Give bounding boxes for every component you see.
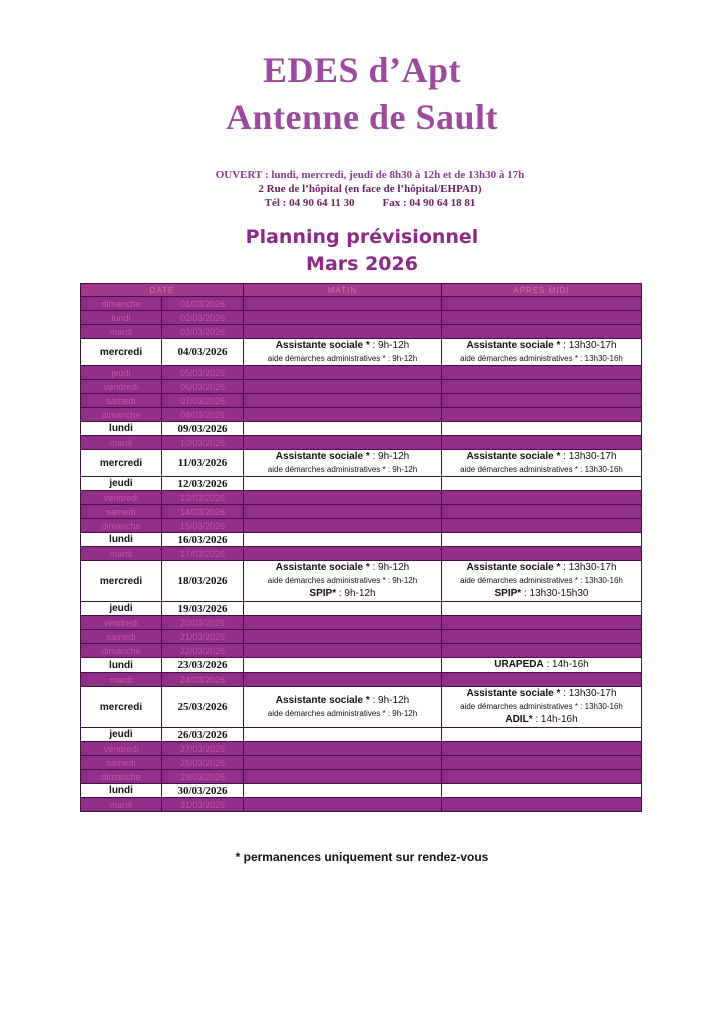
date-cell: 19/03/2026 bbox=[162, 602, 244, 616]
permanence-service: Assistante sociale * bbox=[466, 562, 561, 573]
matin-cell bbox=[244, 561, 442, 602]
matin-cell bbox=[244, 339, 442, 366]
day-cell: vendredi bbox=[81, 742, 162, 756]
permanence-hours: : 9h-12h bbox=[369, 695, 410, 706]
day-cell: mardi bbox=[81, 325, 162, 339]
contact-line bbox=[150, 196, 590, 211]
title-line-2: Antenne de Sault bbox=[225, 97, 499, 137]
matin-cell bbox=[244, 408, 442, 422]
permanence-hours: : 14h-16h bbox=[532, 714, 578, 725]
apres-midi-cell bbox=[442, 450, 642, 477]
schedule-row-open bbox=[81, 602, 642, 616]
apres-midi-cell bbox=[442, 325, 642, 339]
apres-midi-cell bbox=[442, 422, 642, 436]
schedule-row-open bbox=[81, 450, 642, 477]
date-cell: 23/03/2026 bbox=[162, 658, 244, 673]
matin-cell bbox=[244, 380, 442, 394]
date-cell: 27/03/2026 bbox=[162, 742, 244, 756]
permanence-entry bbox=[244, 353, 441, 365]
apres-midi-cell bbox=[442, 297, 642, 311]
matin-cell bbox=[244, 366, 442, 380]
day-cell: dimanche bbox=[81, 770, 162, 784]
permanence-hours: : 13h30-15h30 bbox=[521, 588, 589, 599]
apres-midi-cell bbox=[442, 742, 642, 756]
permanence-service: Assistante sociale * bbox=[466, 340, 561, 351]
permanence-entry bbox=[244, 464, 441, 476]
matin-cell bbox=[244, 519, 442, 533]
matin-cell bbox=[244, 477, 442, 491]
date-cell: 09/03/2026 bbox=[162, 422, 244, 436]
schedule-row-open bbox=[81, 658, 642, 673]
schedule-header-row bbox=[81, 284, 642, 297]
day-cell: samedi bbox=[81, 756, 162, 770]
telephone: Tél : 04 90 64 11 30 bbox=[264, 197, 355, 209]
apres-midi-cell bbox=[442, 491, 642, 505]
matin-cell bbox=[244, 756, 442, 770]
matin-cell bbox=[244, 728, 442, 742]
address: 2 Rue de l’hôpital (en face de l’hôpital/EHPAD) bbox=[258, 183, 482, 195]
apres-midi-cell bbox=[442, 798, 642, 812]
permanence-service: SPIP* bbox=[309, 588, 337, 599]
day-cell: lundi bbox=[81, 311, 162, 325]
date-cell: 16/03/2026 bbox=[162, 533, 244, 547]
permanence-entry bbox=[442, 575, 641, 587]
date-cell: 20/03/2026 bbox=[162, 616, 244, 630]
permanence-hours: : 9h-12h bbox=[385, 576, 418, 585]
permanence-entry bbox=[442, 561, 641, 575]
date-cell: 07/03/2026 bbox=[162, 394, 244, 408]
permanence-hours: : 13h30-17h bbox=[560, 562, 617, 573]
day-cell: mercredi bbox=[81, 561, 162, 602]
day-cell: jeudi bbox=[81, 366, 162, 380]
day-cell: vendredi bbox=[81, 380, 162, 394]
schedule-row-closed bbox=[81, 673, 642, 687]
matin-cell bbox=[244, 770, 442, 784]
apres-midi-cell bbox=[442, 436, 642, 450]
permanence-entry bbox=[442, 701, 641, 713]
apres-midi-cell bbox=[442, 728, 642, 742]
date-cell: 30/03/2026 bbox=[162, 784, 244, 798]
permanence-service: aide démarches administratives * bbox=[460, 354, 578, 363]
permanence-hours: : 13h30-16h bbox=[577, 702, 623, 711]
permanence-hours: : 9h-12h bbox=[369, 340, 410, 351]
day-cell: mardi bbox=[81, 547, 162, 561]
day-cell: samedi bbox=[81, 394, 162, 408]
day-cell: vendredi bbox=[81, 616, 162, 630]
permanence-hours: : 9h-12h bbox=[336, 588, 376, 599]
matin-cell bbox=[244, 630, 442, 644]
date-cell: 28/03/2026 bbox=[162, 756, 244, 770]
date-cell: 21/03/2026 bbox=[162, 630, 244, 644]
matin-cell bbox=[244, 784, 442, 798]
apres-midi-cell bbox=[442, 477, 642, 491]
matin-cell bbox=[244, 505, 442, 519]
day-cell: jeudi bbox=[81, 728, 162, 742]
date-cell: 18/03/2026 bbox=[162, 561, 244, 602]
date-cell: 06/03/2026 bbox=[162, 380, 244, 394]
permanence-hours: : 13h30-17h bbox=[560, 340, 617, 351]
day-cell: samedi bbox=[81, 630, 162, 644]
schedule-row-closed bbox=[81, 380, 642, 394]
permanence-service: Assistante sociale * bbox=[275, 451, 370, 462]
schedule-table bbox=[80, 283, 642, 812]
schedule-row-closed bbox=[81, 644, 642, 658]
day-cell: jeudi bbox=[81, 602, 162, 616]
date-cell: 08/03/2026 bbox=[162, 408, 244, 422]
schedule-row-closed bbox=[81, 394, 642, 408]
apres-midi-cell bbox=[442, 770, 642, 784]
permanence-entry bbox=[442, 687, 641, 701]
permanence-service: aide démarches administratives * bbox=[460, 576, 578, 585]
apres-midi-cell bbox=[442, 311, 642, 325]
matin-cell bbox=[244, 658, 442, 673]
title-line-1: EDES d’Apt bbox=[262, 50, 462, 90]
day-cell: samedi bbox=[81, 505, 162, 519]
date-cell: 01/03/2026 bbox=[162, 297, 244, 311]
date-cell: 22/03/2026 bbox=[162, 644, 244, 658]
day-cell: mercredi bbox=[81, 687, 162, 728]
matin-cell bbox=[244, 491, 442, 505]
permanence-entry bbox=[442, 713, 641, 727]
permanence-service: Assistante sociale * bbox=[275, 340, 370, 351]
permanence-service: aide démarches administratives * bbox=[267, 354, 386, 363]
date-cell: 12/03/2026 bbox=[162, 477, 244, 491]
permanence-hours: : 13h30-16h bbox=[577, 576, 623, 585]
permanence-service: URAPEDA bbox=[494, 659, 544, 670]
header-matin: MATIN bbox=[244, 284, 442, 297]
permanence-hours: : 9h-12h bbox=[385, 465, 418, 474]
day-cell: dimanche bbox=[81, 297, 162, 311]
permanence-service: aide démarches administratives * bbox=[267, 465, 386, 474]
schedule-row-closed bbox=[81, 798, 642, 812]
schedule-row-closed bbox=[81, 491, 642, 505]
date-cell: 15/03/2026 bbox=[162, 519, 244, 533]
date-cell: 04/03/2026 bbox=[162, 339, 244, 366]
matin-cell bbox=[244, 533, 442, 547]
matin-cell bbox=[244, 616, 442, 630]
permanence-entry bbox=[442, 353, 641, 365]
schedule-row-closed bbox=[81, 519, 642, 533]
permanence-service: ADIL* bbox=[505, 714, 533, 725]
day-cell: mardi bbox=[81, 673, 162, 687]
header-date: DATE bbox=[81, 284, 244, 297]
date-cell: 17/03/2026 bbox=[162, 547, 244, 561]
schedule-row-closed bbox=[81, 311, 642, 325]
permanence-hours: : 9h-12h bbox=[369, 451, 410, 462]
schedule-row-closed bbox=[81, 366, 642, 380]
matin-cell bbox=[244, 673, 442, 687]
planning-title: Planning prévisionnel bbox=[245, 226, 479, 248]
permanence-service: aide démarches administratives * bbox=[267, 709, 386, 718]
permanence-service: Assistante sociale * bbox=[466, 688, 561, 699]
date-cell: 29/03/2026 bbox=[162, 770, 244, 784]
permanence-entry bbox=[442, 339, 641, 353]
matin-cell bbox=[244, 325, 442, 339]
matin-cell bbox=[244, 547, 442, 561]
permanence-entry bbox=[442, 587, 641, 601]
day-cell: lundi bbox=[81, 658, 162, 673]
schedule-row-closed bbox=[81, 630, 642, 644]
permanence-service: aide démarches administratives * bbox=[460, 702, 578, 711]
schedule-row-open bbox=[81, 561, 642, 602]
apres-midi-cell bbox=[442, 519, 642, 533]
date-cell: 14/03/2026 bbox=[162, 505, 244, 519]
schedule-row-open bbox=[81, 477, 642, 491]
fax: Fax : 04 90 64 18 81 bbox=[382, 197, 476, 209]
date-cell: 26/03/2026 bbox=[162, 728, 244, 742]
schedule-row-closed bbox=[81, 325, 642, 339]
permanence-entry bbox=[244, 339, 441, 353]
schedule-row-closed bbox=[81, 436, 642, 450]
permanence-hours: : 9h-12h bbox=[385, 709, 418, 718]
matin-cell bbox=[244, 602, 442, 616]
matin-cell bbox=[244, 798, 442, 812]
permanence-service: Assistante sociale * bbox=[466, 451, 561, 462]
apres-midi-cell bbox=[442, 408, 642, 422]
permanence-hours: : 13h30-17h bbox=[560, 688, 617, 699]
apres-midi-cell bbox=[442, 561, 642, 602]
apres-midi-cell bbox=[442, 644, 642, 658]
permanence-entry bbox=[244, 450, 441, 464]
schedule-row-closed bbox=[81, 616, 642, 630]
permanence-service: Assistante sociale * bbox=[275, 695, 370, 706]
date-cell: 24/03/2026 bbox=[162, 673, 244, 687]
date-cell: 03/03/2026 bbox=[162, 325, 244, 339]
date-cell: 13/03/2026 bbox=[162, 491, 244, 505]
matin-cell bbox=[244, 436, 442, 450]
permanence-entry bbox=[244, 708, 441, 720]
matin-cell bbox=[244, 644, 442, 658]
day-cell: mardi bbox=[81, 436, 162, 450]
permanence-hours: : 9h-12h bbox=[385, 354, 418, 363]
permanence-entry bbox=[442, 464, 641, 476]
day-cell: dimanche bbox=[81, 519, 162, 533]
day-cell: dimanche bbox=[81, 644, 162, 658]
permanence-hours: : 9h-12h bbox=[369, 562, 410, 573]
matin-cell bbox=[244, 394, 442, 408]
day-cell: jeudi bbox=[81, 477, 162, 491]
permanence-hours: : 13h30-16h bbox=[577, 354, 623, 363]
planning-month: Mars 2026 bbox=[306, 253, 418, 275]
header-apres-midi: APRES MIDI bbox=[442, 284, 642, 297]
permanence-service: aide démarches administratives * bbox=[460, 465, 578, 474]
schedule-row-open bbox=[81, 422, 642, 436]
matin-cell bbox=[244, 450, 442, 477]
permanence-entry bbox=[244, 694, 441, 708]
schedule-row-open bbox=[81, 533, 642, 547]
day-cell: dimanche bbox=[81, 408, 162, 422]
apres-midi-cell bbox=[442, 673, 642, 687]
permanence-entry bbox=[244, 587, 441, 601]
matin-cell bbox=[244, 742, 442, 756]
day-cell: mardi bbox=[81, 798, 162, 812]
permanence-hours: : 13h30-16h bbox=[577, 465, 623, 474]
apres-midi-cell bbox=[442, 756, 642, 770]
schedule-row-closed bbox=[81, 742, 642, 756]
schedule-body bbox=[81, 297, 642, 812]
permanence-hours: : 14h-16h bbox=[543, 659, 589, 670]
schedule-row-open bbox=[81, 728, 642, 742]
apres-midi-cell bbox=[442, 547, 642, 561]
date-cell: 05/03/2026 bbox=[162, 366, 244, 380]
schedule-row-closed bbox=[81, 756, 642, 770]
date-cell: 25/03/2026 bbox=[162, 687, 244, 728]
permanence-entry bbox=[244, 561, 441, 575]
schedule-row-closed bbox=[81, 770, 642, 784]
footnote: * permanences uniquement sur rendez-vous bbox=[235, 850, 489, 864]
permanence-service: aide démarches administratives * bbox=[267, 576, 386, 585]
apres-midi-cell bbox=[442, 380, 642, 394]
opening-hours: OUVERT : lundi, mercredi, jeudi de 8h30 à 12h et de 13h30 à 17h bbox=[215, 169, 525, 181]
date-cell: 11/03/2026 bbox=[162, 450, 244, 477]
permanence-entry bbox=[442, 450, 641, 464]
date-cell: 02/03/2026 bbox=[162, 311, 244, 325]
permanence-service: Assistante sociale * bbox=[275, 562, 370, 573]
day-cell: lundi bbox=[81, 533, 162, 547]
schedule-row-open bbox=[81, 339, 642, 366]
permanence-service: SPIP* bbox=[494, 588, 522, 599]
apres-midi-cell bbox=[442, 658, 642, 673]
apres-midi-cell bbox=[442, 784, 642, 798]
schedule-row-closed bbox=[81, 505, 642, 519]
date-cell: 10/03/2026 bbox=[162, 436, 244, 450]
matin-cell bbox=[244, 422, 442, 436]
matin-cell bbox=[244, 687, 442, 728]
schedule-row-closed bbox=[81, 297, 642, 311]
apres-midi-cell bbox=[442, 366, 642, 380]
day-cell: lundi bbox=[81, 784, 162, 798]
date-cell: 31/03/2026 bbox=[162, 798, 244, 812]
permanence-entry bbox=[244, 575, 441, 587]
day-cell: vendredi bbox=[81, 491, 162, 505]
apres-midi-cell bbox=[442, 602, 642, 616]
day-cell: mercredi bbox=[81, 339, 162, 366]
day-cell: lundi bbox=[81, 422, 162, 436]
permanence-entry bbox=[442, 658, 641, 672]
apres-midi-cell bbox=[442, 339, 642, 366]
day-cell: mercredi bbox=[81, 450, 162, 477]
schedule-row-closed bbox=[81, 547, 642, 561]
schedule-row-open bbox=[81, 687, 642, 728]
apres-midi-cell bbox=[442, 616, 642, 630]
matin-cell bbox=[244, 311, 442, 325]
apres-midi-cell bbox=[442, 394, 642, 408]
permanence-hours: : 13h30-17h bbox=[560, 451, 617, 462]
matin-cell bbox=[244, 297, 442, 311]
schedule-row-open bbox=[81, 784, 642, 798]
schedule-row-closed bbox=[81, 408, 642, 422]
apres-midi-cell bbox=[442, 533, 642, 547]
apres-midi-cell bbox=[442, 505, 642, 519]
apres-midi-cell bbox=[442, 630, 642, 644]
apres-midi-cell bbox=[442, 687, 642, 728]
